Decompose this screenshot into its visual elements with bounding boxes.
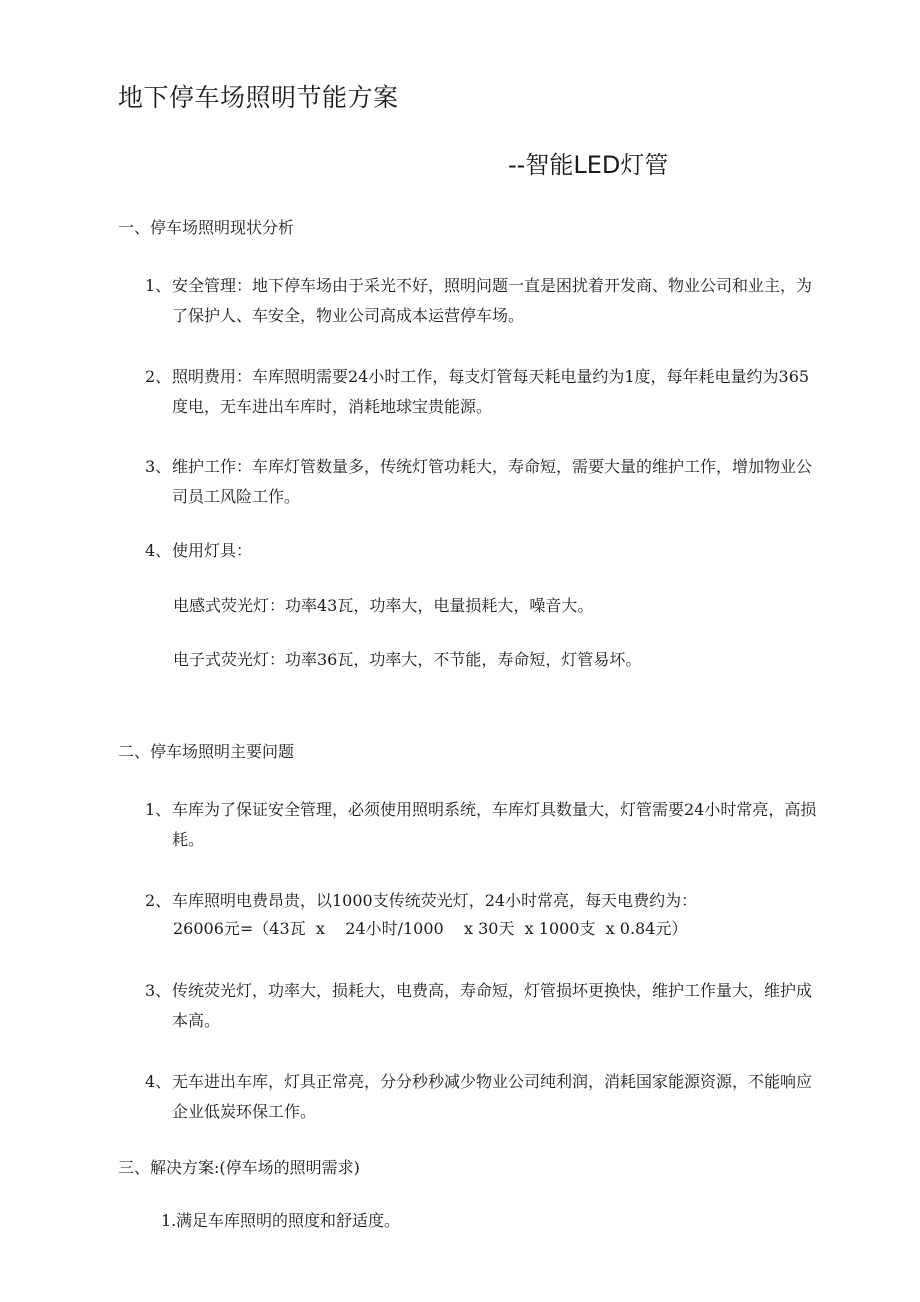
list-item-number: 2、 [145, 367, 172, 386]
list-item-text: 安全管理：地下停车场由于采光不好，照明问题一直是困扰着开发商、物业公司和业主，为了保护人、车安全，物业公司高成本运营停车场。 [172, 276, 813, 325]
lamp-description: 电子式荧光灯：功率36瓦，功率大，不节能，寿命短，灯管易坏。 [173, 650, 642, 669]
list-item [161, 1206, 761, 1236]
list-item-number: 3、 [145, 981, 172, 1000]
list-item-text: 维护工作：车库灯管数量多，传统灯管功耗大，寿命短，需要大量的维护工作，增加物业公司员工风险工作。 [172, 457, 813, 506]
list-item [145, 886, 817, 916]
list-item-text: 无车进出车库，灯具正常亮，分分秒秒减少物业公司纯利润，消耗国家能源资源，不能响应企业低炭环保工作。 [172, 1072, 813, 1121]
document-subtitle: --智能LED灯管 [508, 151, 669, 179]
list-item [145, 795, 817, 855]
list-item-number: 4、 [145, 541, 172, 560]
section-heading-2: 二、停车场照明主要问题 [118, 742, 295, 761]
list-item [145, 1067, 817, 1127]
section-heading-3: 三、解决方案:(停车场的照明需求) [118, 1158, 360, 1177]
list-item-number: 1、 [145, 276, 172, 295]
list-item-number: 1、 [145, 800, 172, 819]
list-item-text: 车库为了保证安全管理，必须使用照明系统，车库灯具数量大，灯管需要24小时常亮，高损耗。 [172, 800, 817, 849]
list-item-text: 满足车库照明的照度和舒适度。 [176, 1211, 401, 1230]
list-item-text: 传统荧光灯，功率大，损耗大，电费高，寿命短，灯管损坏更换快，维护工作量大，维护成本高。 [172, 981, 813, 1030]
lamp-description: 电感式荧光灯：功率43瓦，功率大，电量损耗大，噪音大。 [173, 596, 594, 615]
list-item [145, 362, 817, 422]
list-item-number: 3、 [145, 457, 172, 476]
list-item [145, 536, 817, 566]
list-item-number: 1. [161, 1211, 177, 1230]
list-item-number: 2、 [145, 891, 172, 910]
list-item [145, 976, 817, 1036]
list-item-number: 4、 [145, 1072, 172, 1091]
section-heading-1: 一、停车场照明现状分析 [118, 218, 295, 237]
list-item-text: 照明费用：车库照明需要24小时工作，每支灯管每天耗电量约为1度，每年耗电量约为365度电，无车进出车库时，消耗地球宝贵能源。 [172, 367, 810, 416]
list-item [145, 271, 817, 331]
list-item [145, 452, 817, 512]
list-item-text: 使用灯具： [172, 541, 253, 560]
document-title: 地下停车场照明节能方案 [118, 83, 399, 112]
list-item-text: 车库照明电费昂贵，以1000支传统荧光灯，24小时常亮，每天电费约为： [172, 891, 698, 910]
electricity-cost-formula: 26006元=（43瓦 x 24小时/1000 x 30天 x 1000支 x 0.84元） [173, 919, 688, 938]
